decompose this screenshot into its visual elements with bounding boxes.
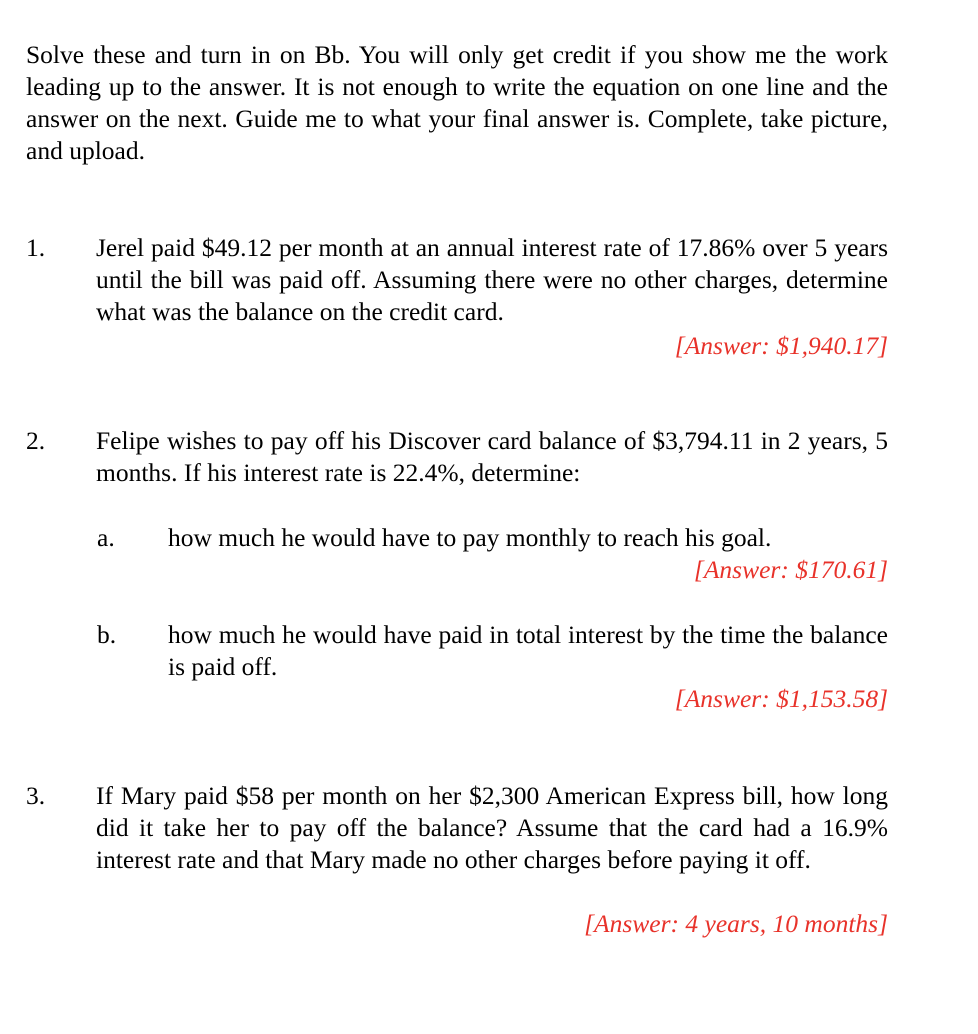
problem-2b-letter: b. — [97, 620, 117, 649]
problem-3-text: If Mary paid $58 per month on her $2,300 American Express bill, how long did it take her to pay off the balance? Assume that the card had a 16.9% interest rate and that Mary made no other charges before paying it off. — [96, 781, 888, 874]
problem-3-number: 3. — [26, 781, 46, 810]
problem-2a-answer: [Answer: $170.61] — [693, 555, 888, 584]
problem-2b-answer: [Answer: $1,153.58] — [674, 684, 888, 713]
problem-1-text: Jerel paid $49.12 per month at an annual interest rate of 17.86% over 5 years until the bill was paid off. Assuming there were no other charges, determine what was the balance on the credit card. — [96, 233, 888, 326]
problem-2-text: Felipe wishes to pay off his Discover card balance of $3,794.11 in 2 years, 5 months. If his interest rate is 22.4%, determine: — [96, 426, 888, 487]
instructions-paragraph: Solve these and turn in on Bb. You will only get credit if you show me the work leading up to the answer. It is not enough to write the equation on one line and the answer on the next. Guide me to what your final answer is. Complete, take picture, and upload. — [26, 40, 888, 165]
problem-1-answer: [Answer: $1,940.17] — [674, 331, 888, 360]
problem-2a-text: how much he would have to pay monthly to reach his goal. — [168, 523, 772, 552]
problem-2a-letter: a. — [97, 523, 115, 552]
problem-2b-text: how much he would have paid in total interest by the time the balance is paid off. — [168, 620, 888, 681]
problem-2-number: 2. — [26, 426, 46, 455]
problem-3-answer: [Answer: 4 years, 10 months] — [584, 909, 888, 938]
problem-1-number: 1. — [26, 233, 46, 262]
